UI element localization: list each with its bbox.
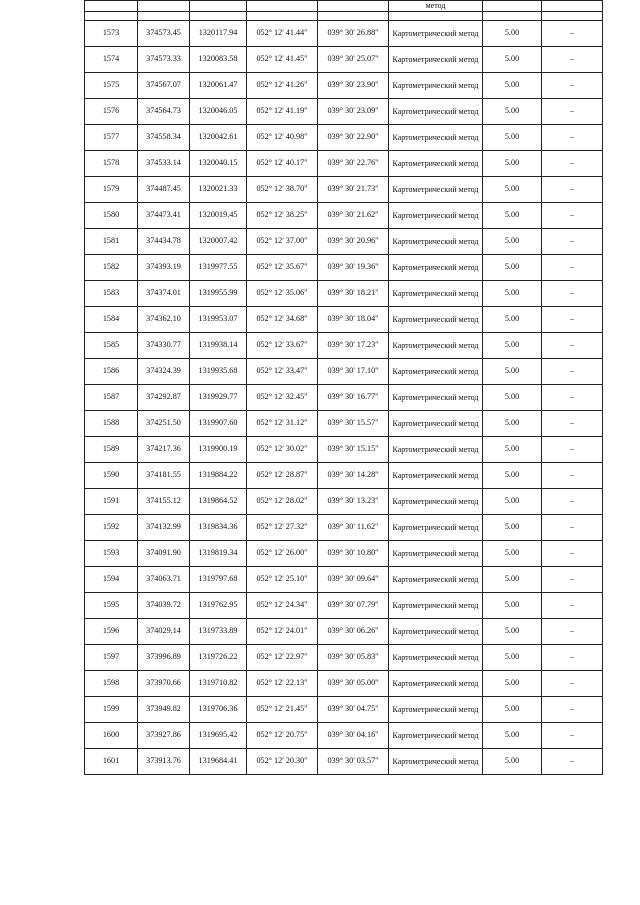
y-coordinate: 1319938.14 xyxy=(190,333,247,359)
latitude: 052° 12' 35.67" xyxy=(247,255,318,281)
description: – xyxy=(542,281,603,307)
longitude: 039° 30' 22.90" xyxy=(318,125,389,151)
longitude: 039° 30' 10.80" xyxy=(318,541,389,567)
y-coordinate: 1319907.60 xyxy=(190,411,247,437)
coordinates-table xyxy=(84,0,603,775)
table-body xyxy=(85,1,603,775)
description: – xyxy=(542,359,603,385)
longitude: 039° 30' 11.62" xyxy=(318,515,389,541)
description: – xyxy=(542,541,603,567)
y-coordinate: 1320007.42 xyxy=(190,229,247,255)
description: – xyxy=(542,125,603,151)
table-row xyxy=(85,515,603,541)
y-coordinate: 1319819.34 xyxy=(190,541,247,567)
x-coordinate: 374217.36 xyxy=(138,437,190,463)
table-row xyxy=(85,359,603,385)
accuracy: 5.00 xyxy=(483,541,542,567)
latitude: 052° 12' 40.98" xyxy=(247,125,318,151)
description: – xyxy=(542,489,603,515)
x-coordinate: 374567.07 xyxy=(138,73,190,99)
accuracy: 5.00 xyxy=(483,593,542,619)
point-number: 1591 xyxy=(85,489,138,515)
table-row xyxy=(85,671,603,697)
x-coordinate: 374039.72 xyxy=(138,593,190,619)
method-cell: Картометрический метод xyxy=(389,99,483,125)
x-coordinate: 374324.39 xyxy=(138,359,190,385)
y-coordinate: 1319935.68 xyxy=(190,359,247,385)
point-number: 1590 xyxy=(85,463,138,489)
method-cell: Картометрический метод xyxy=(389,671,483,697)
coordinates-table-wrapper xyxy=(84,0,603,775)
method-cell: Картометрический метод xyxy=(389,619,483,645)
accuracy: 5.00 xyxy=(483,21,542,47)
latitude: 052° 12' 32.45" xyxy=(247,385,318,411)
point-number: 1574 xyxy=(85,47,138,73)
x-coordinate: 373970.66 xyxy=(138,671,190,697)
table-row xyxy=(85,411,603,437)
accuracy: 5.00 xyxy=(483,47,542,73)
y-coordinate: 1320083.58 xyxy=(190,47,247,73)
x-coordinate: 373949.82 xyxy=(138,697,190,723)
accuracy: 5.00 xyxy=(483,619,542,645)
point-number: 1598 xyxy=(85,671,138,697)
point-number: 1577 xyxy=(85,125,138,151)
latitude: 052° 12' 24.34" xyxy=(247,593,318,619)
table-row xyxy=(85,151,603,177)
latitude: 052° 12' 24.01" xyxy=(247,619,318,645)
x-coordinate: 374434.78 xyxy=(138,229,190,255)
latitude: 052° 12' 33.47" xyxy=(247,359,318,385)
point-number: 1597 xyxy=(85,645,138,671)
table-cell xyxy=(85,1,138,12)
x-coordinate: 374564.73 xyxy=(138,99,190,125)
latitude: 052° 12' 26.00" xyxy=(247,541,318,567)
x-coordinate: 374029.14 xyxy=(138,619,190,645)
spacer-row xyxy=(85,12,603,21)
method-cell: Картометрический метод xyxy=(389,47,483,73)
method-cell: Картометрический метод xyxy=(389,21,483,47)
accuracy: 5.00 xyxy=(483,177,542,203)
description: – xyxy=(542,515,603,541)
point-number: 1585 xyxy=(85,333,138,359)
table-cell xyxy=(483,12,542,21)
accuracy: 5.00 xyxy=(483,411,542,437)
y-coordinate: 1320061.47 xyxy=(190,73,247,99)
latitude: 052° 12' 20.75" xyxy=(247,723,318,749)
x-coordinate: 374558.34 xyxy=(138,125,190,151)
longitude: 039° 30' 09.64" xyxy=(318,567,389,593)
accuracy: 5.00 xyxy=(483,229,542,255)
latitude: 052° 12' 41.45" xyxy=(247,47,318,73)
table-row xyxy=(85,463,603,489)
accuracy: 5.00 xyxy=(483,749,542,775)
point-number: 1595 xyxy=(85,593,138,619)
accuracy: 5.00 xyxy=(483,281,542,307)
x-coordinate: 374393.19 xyxy=(138,255,190,281)
point-number: 1584 xyxy=(85,307,138,333)
description: – xyxy=(542,567,603,593)
y-coordinate: 1319710.82 xyxy=(190,671,247,697)
table-row xyxy=(85,697,603,723)
longitude: 039° 30' 25.07" xyxy=(318,47,389,73)
y-coordinate: 1319884.22 xyxy=(190,463,247,489)
method-cell: Картометрический метод xyxy=(389,697,483,723)
method-cell: Картометрический метод xyxy=(389,411,483,437)
point-number: 1599 xyxy=(85,697,138,723)
point-number: 1586 xyxy=(85,359,138,385)
point-number: 1592 xyxy=(85,515,138,541)
x-coordinate: 374573.45 xyxy=(138,21,190,47)
x-coordinate: 374473.41 xyxy=(138,203,190,229)
y-coordinate: 1319834.36 xyxy=(190,515,247,541)
accuracy: 5.00 xyxy=(483,645,542,671)
latitude: 052° 12' 37.00" xyxy=(247,229,318,255)
description: – xyxy=(542,307,603,333)
description: – xyxy=(542,177,603,203)
description: – xyxy=(542,645,603,671)
x-coordinate: 374063.71 xyxy=(138,567,190,593)
x-coordinate: 374181.55 xyxy=(138,463,190,489)
latitude: 052° 12' 38.25" xyxy=(247,203,318,229)
description: – xyxy=(542,73,603,99)
latitude: 052° 12' 20.30" xyxy=(247,749,318,775)
table-row xyxy=(85,21,603,47)
table-row xyxy=(85,281,603,307)
latitude: 052° 12' 33.67" xyxy=(247,333,318,359)
point-number: 1601 xyxy=(85,749,138,775)
description: – xyxy=(542,99,603,125)
y-coordinate: 1319733.89 xyxy=(190,619,247,645)
description: – xyxy=(542,21,603,47)
accuracy: 5.00 xyxy=(483,437,542,463)
x-coordinate: 374251.50 xyxy=(138,411,190,437)
accuracy: 5.00 xyxy=(483,73,542,99)
x-coordinate: 374330.77 xyxy=(138,333,190,359)
description: – xyxy=(542,619,603,645)
table-cell xyxy=(138,1,190,12)
description: – xyxy=(542,437,603,463)
y-coordinate: 1319797.68 xyxy=(190,567,247,593)
method-cell: Картометрический метод xyxy=(389,307,483,333)
point-number: 1578 xyxy=(85,151,138,177)
x-coordinate: 374292.87 xyxy=(138,385,190,411)
longitude: 039° 30' 21.62" xyxy=(318,203,389,229)
method-cell: Картометрический метод xyxy=(389,359,483,385)
point-number: 1580 xyxy=(85,203,138,229)
longitude: 039° 30' 05.83" xyxy=(318,645,389,671)
longitude: 039° 30' 22.76" xyxy=(318,151,389,177)
method-cell: Картометрический метод xyxy=(389,645,483,671)
latitude: 052° 12' 28.87" xyxy=(247,463,318,489)
method-cell: Картометрический метод xyxy=(389,177,483,203)
accuracy: 5.00 xyxy=(483,99,542,125)
latitude: 052° 12' 41.26" xyxy=(247,73,318,99)
description: – xyxy=(542,593,603,619)
y-coordinate: 1320040.15 xyxy=(190,151,247,177)
accuracy: 5.00 xyxy=(483,255,542,281)
y-coordinate: 1319955.99 xyxy=(190,281,247,307)
method-cell: Картометрический метод xyxy=(389,437,483,463)
point-number: 1594 xyxy=(85,567,138,593)
x-coordinate: 374487.45 xyxy=(138,177,190,203)
accuracy: 5.00 xyxy=(483,723,542,749)
accuracy: 5.00 xyxy=(483,151,542,177)
accuracy: 5.00 xyxy=(483,489,542,515)
table-cell xyxy=(85,12,138,21)
x-coordinate: 374155.12 xyxy=(138,489,190,515)
point-number: 1587 xyxy=(85,385,138,411)
point-number: 1600 xyxy=(85,723,138,749)
longitude: 039° 30' 06.26" xyxy=(318,619,389,645)
longitude: 039° 30' 17.23" xyxy=(318,333,389,359)
point-number: 1582 xyxy=(85,255,138,281)
table-row xyxy=(85,437,603,463)
table-row xyxy=(85,593,603,619)
y-coordinate: 1319684.41 xyxy=(190,749,247,775)
y-coordinate: 1319929.77 xyxy=(190,385,247,411)
x-coordinate: 374573.33 xyxy=(138,47,190,73)
latitude: 052° 12' 38.70" xyxy=(247,177,318,203)
table-cell xyxy=(542,12,603,21)
table-row xyxy=(85,749,603,775)
table-row xyxy=(85,489,603,515)
table-cell xyxy=(389,12,483,21)
method-cell: Картометрический метод xyxy=(389,281,483,307)
longitude: 039° 30' 18.04" xyxy=(318,307,389,333)
description: – xyxy=(542,723,603,749)
table-row xyxy=(85,203,603,229)
y-coordinate: 1320019.45 xyxy=(190,203,247,229)
latitude: 052° 12' 27.32" xyxy=(247,515,318,541)
longitude: 039° 30' 16.77" xyxy=(318,385,389,411)
table-row xyxy=(85,567,603,593)
point-number: 1573 xyxy=(85,21,138,47)
table-row xyxy=(85,541,603,567)
description: – xyxy=(542,229,603,255)
longitude: 039° 30' 04.75" xyxy=(318,697,389,723)
longitude: 039° 30' 04.16" xyxy=(318,723,389,749)
y-coordinate: 1319900.19 xyxy=(190,437,247,463)
accuracy: 5.00 xyxy=(483,567,542,593)
method-cell: Картометрический метод xyxy=(389,489,483,515)
y-coordinate: 1319706.36 xyxy=(190,697,247,723)
accuracy: 5.00 xyxy=(483,463,542,489)
point-number: 1581 xyxy=(85,229,138,255)
method-cell: Картометрический метод xyxy=(389,567,483,593)
table-row xyxy=(85,47,603,73)
method-cell: Картометрический метод xyxy=(389,125,483,151)
description: – xyxy=(542,463,603,489)
description: – xyxy=(542,749,603,775)
longitude: 039° 30' 23.09" xyxy=(318,99,389,125)
table-row xyxy=(85,385,603,411)
y-coordinate: 1320046.05 xyxy=(190,99,247,125)
x-coordinate: 373927.86 xyxy=(138,723,190,749)
point-number: 1596 xyxy=(85,619,138,645)
method-cell: метод xyxy=(389,1,483,12)
latitude: 052° 12' 35.06" xyxy=(247,281,318,307)
x-coordinate: 374533.14 xyxy=(138,151,190,177)
accuracy: 5.00 xyxy=(483,333,542,359)
point-number: 1576 xyxy=(85,99,138,125)
table-row xyxy=(85,99,603,125)
latitude: 052° 12' 31.12" xyxy=(247,411,318,437)
table-cell xyxy=(190,1,247,12)
latitude: 052° 12' 22.97" xyxy=(247,645,318,671)
table-row xyxy=(85,645,603,671)
table-cell xyxy=(318,1,389,12)
y-coordinate: 1319864.52 xyxy=(190,489,247,515)
latitude: 052° 12' 34.68" xyxy=(247,307,318,333)
longitude: 039° 30' 26.88" xyxy=(318,21,389,47)
table-cell xyxy=(138,12,190,21)
y-coordinate: 1319977.55 xyxy=(190,255,247,281)
latitude: 052° 12' 41.44" xyxy=(247,21,318,47)
table-cell xyxy=(318,12,389,21)
table-row xyxy=(85,307,603,333)
method-cell: Картометрический метод xyxy=(389,723,483,749)
x-coordinate: 373913.76 xyxy=(138,749,190,775)
y-coordinate: 1319695.42 xyxy=(190,723,247,749)
longitude: 039° 30' 17.10" xyxy=(318,359,389,385)
accuracy: 5.00 xyxy=(483,125,542,151)
y-coordinate: 1319762.95 xyxy=(190,593,247,619)
description: – xyxy=(542,385,603,411)
method-cell: Картометрический метод xyxy=(389,463,483,489)
x-coordinate: 374091.90 xyxy=(138,541,190,567)
longitude: 039° 30' 19.36" xyxy=(318,255,389,281)
y-coordinate: 1320042.61 xyxy=(190,125,247,151)
table-row xyxy=(85,723,603,749)
latitude: 052° 12' 21.45" xyxy=(247,697,318,723)
y-coordinate: 1320021.33 xyxy=(190,177,247,203)
longitude: 039° 30' 07.79" xyxy=(318,593,389,619)
description: – xyxy=(542,255,603,281)
accuracy: 5.00 xyxy=(483,671,542,697)
longitude: 039° 30' 13.23" xyxy=(318,489,389,515)
table-cell xyxy=(542,1,603,12)
longitude: 039° 30' 15.57" xyxy=(318,411,389,437)
y-coordinate: 1319726.22 xyxy=(190,645,247,671)
table-cell xyxy=(247,12,318,21)
method-cell: Картометрический метод xyxy=(389,515,483,541)
table-row xyxy=(85,255,603,281)
table-cell xyxy=(247,1,318,12)
point-number: 1589 xyxy=(85,437,138,463)
description: – xyxy=(542,203,603,229)
method-cell: Картометрический метод xyxy=(389,73,483,99)
x-coordinate: 373996.89 xyxy=(138,645,190,671)
method-cell: Картометрический метод xyxy=(389,385,483,411)
continuation-row xyxy=(85,1,603,12)
method-cell: Картометрический метод xyxy=(389,593,483,619)
latitude: 052° 12' 25.10" xyxy=(247,567,318,593)
latitude: 052° 12' 41.19" xyxy=(247,99,318,125)
longitude: 039° 30' 18.21" xyxy=(318,281,389,307)
accuracy: 5.00 xyxy=(483,385,542,411)
accuracy: 5.00 xyxy=(483,697,542,723)
accuracy: 5.00 xyxy=(483,203,542,229)
method-cell: Картометрический метод xyxy=(389,151,483,177)
description: – xyxy=(542,671,603,697)
method-cell: Картометрический метод xyxy=(389,749,483,775)
accuracy: 5.00 xyxy=(483,515,542,541)
table-cell xyxy=(190,12,247,21)
table-row xyxy=(85,73,603,99)
table-row xyxy=(85,619,603,645)
point-number: 1579 xyxy=(85,177,138,203)
latitude: 052° 12' 40.17" xyxy=(247,151,318,177)
point-number: 1575 xyxy=(85,73,138,99)
x-coordinate: 374374.01 xyxy=(138,281,190,307)
longitude: 039° 30' 14.28" xyxy=(318,463,389,489)
point-number: 1583 xyxy=(85,281,138,307)
longitude: 039° 30' 03.57" xyxy=(318,749,389,775)
latitude: 052° 12' 28.02" xyxy=(247,489,318,515)
latitude: 052° 12' 30.02" xyxy=(247,437,318,463)
longitude: 039° 30' 21.73" xyxy=(318,177,389,203)
y-coordinate: 1320117.94 xyxy=(190,21,247,47)
description: – xyxy=(542,411,603,437)
table-row xyxy=(85,125,603,151)
point-number: 1593 xyxy=(85,541,138,567)
accuracy: 5.00 xyxy=(483,359,542,385)
table-row xyxy=(85,177,603,203)
accuracy: 5.00 xyxy=(483,307,542,333)
longitude: 039° 30' 15.15" xyxy=(318,437,389,463)
point-number: 1588 xyxy=(85,411,138,437)
method-cell: Картометрический метод xyxy=(389,255,483,281)
method-cell: Картометрический метод xyxy=(389,333,483,359)
method-cell: Картометрический метод xyxy=(389,203,483,229)
longitude: 039° 30' 23.90" xyxy=(318,73,389,99)
y-coordinate: 1319953.07 xyxy=(190,307,247,333)
method-cell: Картометрический метод xyxy=(389,541,483,567)
latitude: 052° 12' 22.13" xyxy=(247,671,318,697)
table-cell xyxy=(483,1,542,12)
description: – xyxy=(542,47,603,73)
description: – xyxy=(542,697,603,723)
table-row xyxy=(85,229,603,255)
method-cell: Картометрический метод xyxy=(389,229,483,255)
description: – xyxy=(542,333,603,359)
description: – xyxy=(542,151,603,177)
longitude: 039° 30' 05.00" xyxy=(318,671,389,697)
x-coordinate: 374362.10 xyxy=(138,307,190,333)
table-row xyxy=(85,333,603,359)
x-coordinate: 374132.99 xyxy=(138,515,190,541)
longitude: 039° 30' 20.96" xyxy=(318,229,389,255)
